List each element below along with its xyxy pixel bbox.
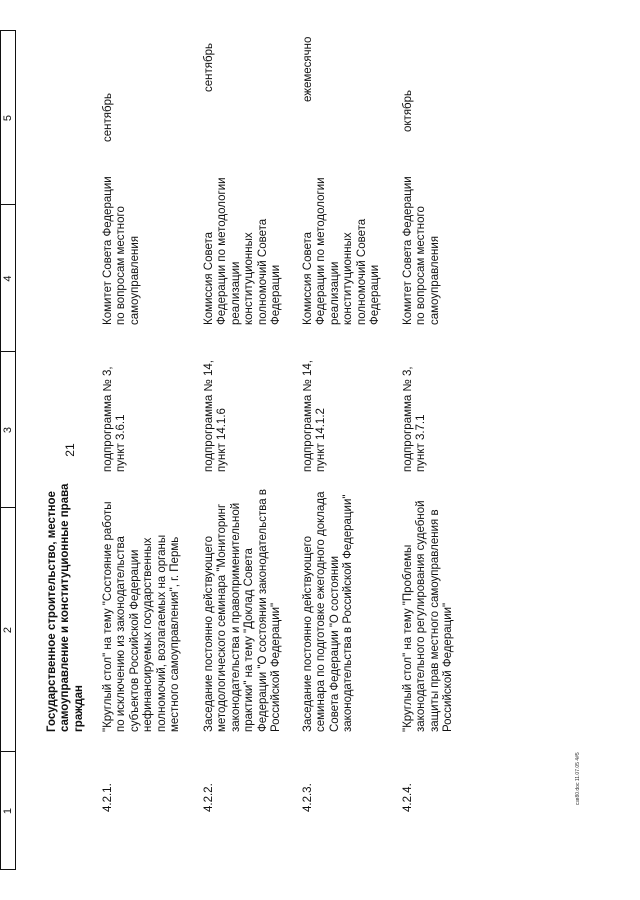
row-date: сентябрь <box>203 43 215 92</box>
row-event: Заседание постоянно действующего семинара по подготовке ежегодного доклада Совета Федерации "О состоянии законодательства в Российской Федерации" <box>302 491 355 732</box>
page-number: 21 <box>63 443 77 457</box>
row-number: 4.2.4. <box>402 783 414 812</box>
row-responsible: Комиссия Совета Федерации по методологии реализации конституционных полномочий Совета Федерации <box>302 177 382 325</box>
row-event: "Круглый стол" на тему "Состояние работы по исключению из законодательства субъектов Российской Федерации нефинансируемых государственных полномочий, возлагаемых на органы местного самоуправления", г. Пермь <box>102 501 182 732</box>
table-header-row <box>0 30 16 870</box>
header-col-3: 3 <box>2 426 14 434</box>
rotated-table <box>0 30 600 870</box>
row-date: ежемесячно <box>302 36 314 102</box>
header-col-2: 2 <box>2 626 14 634</box>
row-basis: подпрограмма № 14, пункт 14.1.6 <box>203 359 229 472</box>
footer-code: сзв80.doc 11.07.05 4#5 <box>575 752 581 805</box>
row-responsible: Комитет Совета Федерации по вопросам местного самоуправления <box>402 176 441 325</box>
header-col-1: 1 <box>2 807 14 815</box>
row-number: 4.2.1. <box>102 783 114 812</box>
row-date: октябрь <box>402 89 414 132</box>
section-title: Государственное строительство, местное самоуправление и конституционные права граждан <box>46 483 85 732</box>
row-number: 4.2.2. <box>203 783 215 812</box>
row-basis: подпрограмма № 3, пункт 3.6.1 <box>102 366 128 472</box>
row-basis: подпрограмма № 14, пункт 14.1.2 <box>302 359 328 472</box>
header-col-5: 5 <box>2 114 14 122</box>
row-basis: подпрограмма № 3, пункт 3.7.1 <box>402 366 428 472</box>
row-event: Заседание постоянно действующего методологического семинара "Мониторинг законодательства и правоприменительной практики" на тему "Доклад Совета Федерации "О состоянии законодательства в Российской Федерации" <box>203 489 283 732</box>
row-event: "Круглый стол" на тему "Проблемы законодательного регулирования судебной защиты прав местного самоуправления в Российской Федерации" <box>402 500 455 732</box>
row-responsible: Комитет Совета Федерации по вопросам местного самоуправления <box>102 176 141 325</box>
row-number: 4.2.3. <box>302 783 314 812</box>
row-date: сентябрь <box>102 93 114 142</box>
row-responsible: Комиссия Совета Федерации по методологии реализации конституционных полномочий Совета Федерации <box>203 177 283 325</box>
header-col-4: 4 <box>2 275 14 282</box>
